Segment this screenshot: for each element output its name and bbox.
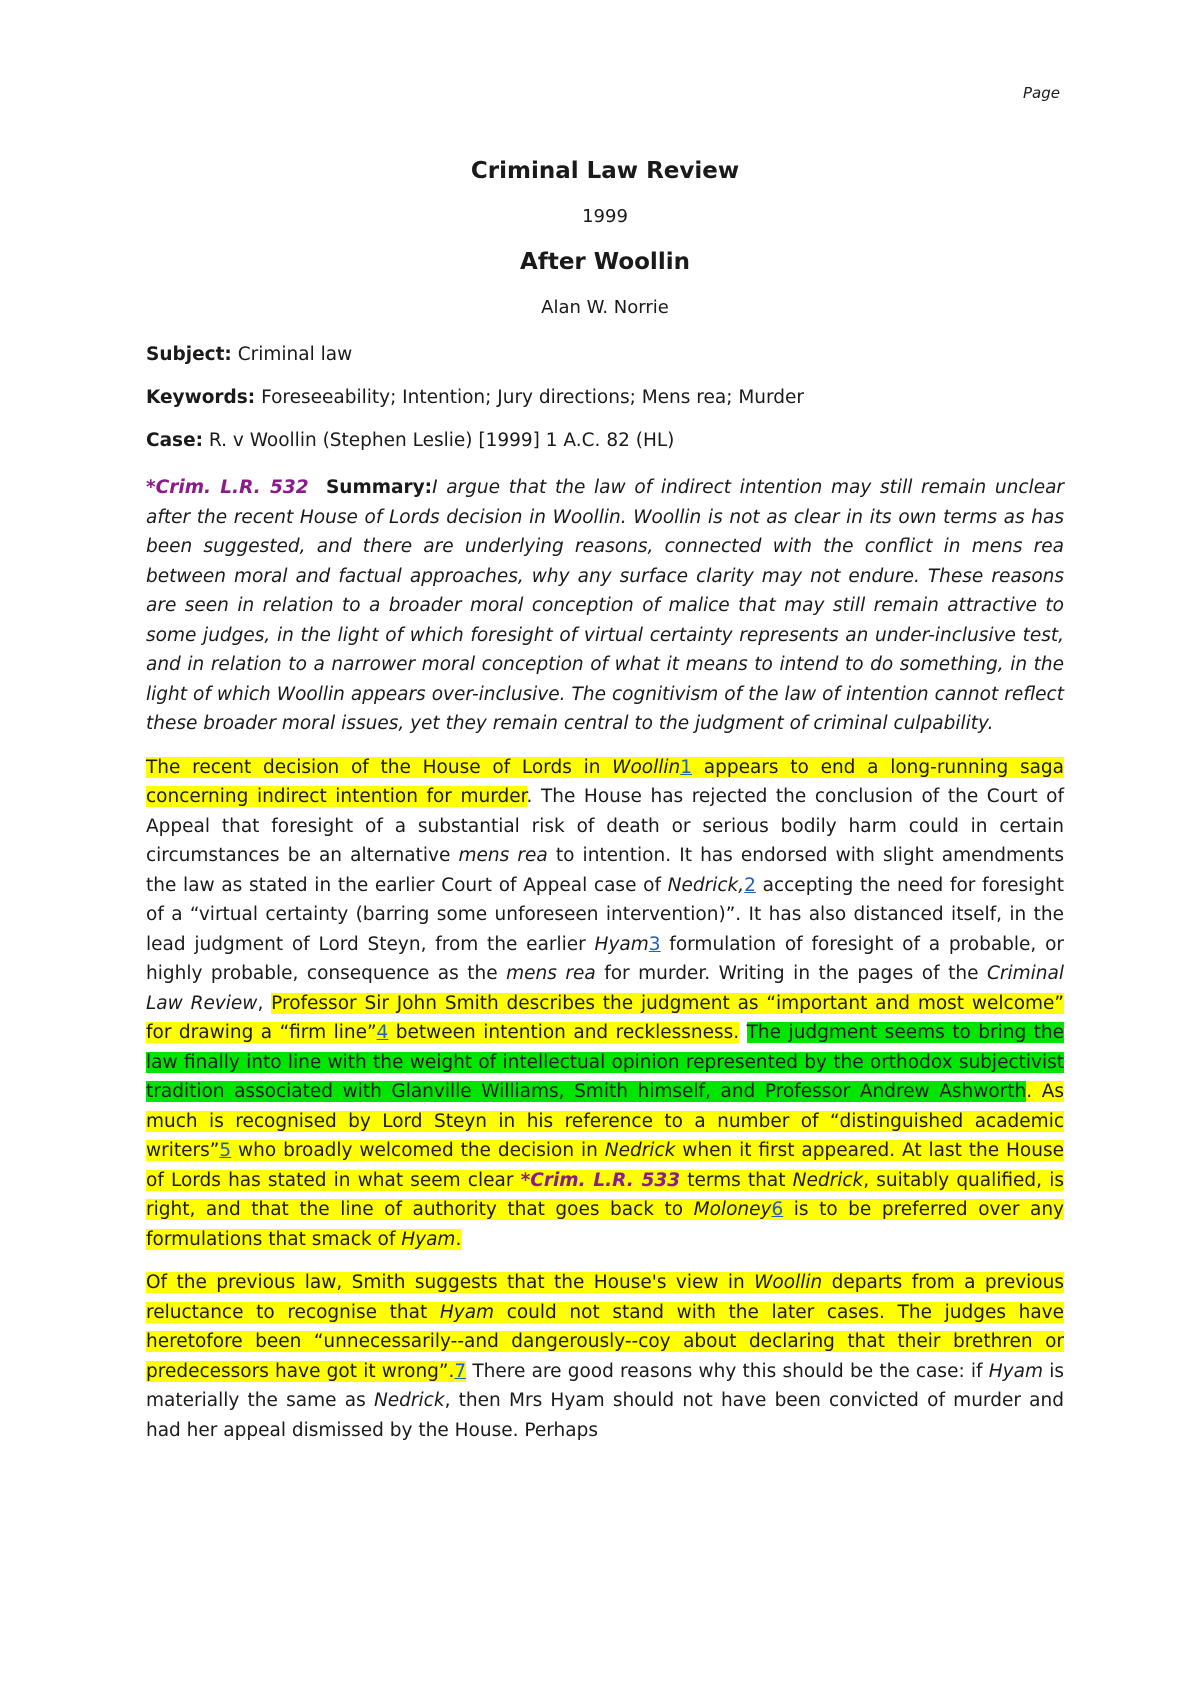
subject-value: Criminal law	[231, 344, 353, 365]
footnote-link[interactable]: 3	[648, 933, 661, 955]
subject-label: Subject:	[146, 344, 232, 365]
highlight-green: The judgment seems to bring the law finally into line with the weight of intellectual opinion represented by the orthodox subjectivist tradition associated with Glanville Williams, Smith himself, and Professor Andrew Ashworth	[146, 1022, 1065, 1102]
crim-ref: *Crim. L.R. 532	[146, 477, 309, 498]
text-run: . The House has rejected the conclusion of the Court of Appeal that foresight of a substantial risk of death or serious bodily harm could in certain circumstances be an alternative	[146, 786, 1064, 866]
case-name: Nedrick	[792, 1169, 864, 1191]
text-run: Criminal Law Review	[146, 963, 1064, 1014]
text-run: There are good reasons why this should be the case: if	[466, 1360, 989, 1382]
text-run: who broadly welcomed the decision in	[231, 1140, 605, 1161]
case-name: Moloney	[693, 1199, 772, 1220]
footnote-link[interactable]: 1	[680, 756, 693, 778]
case-line	[146, 430, 1064, 451]
text-run: terms that	[680, 1169, 793, 1191]
case-name: Hyam	[594, 933, 649, 955]
text-run: , suitably qualified, is right, and that the line of authority that goes back to	[146, 1169, 1064, 1220]
text-run: mens rea	[458, 845, 548, 866]
case-name: Hyam	[439, 1301, 495, 1323]
footnote-link[interactable]: 4	[376, 1022, 389, 1043]
text-run: is to be preferred over any formulations that smack of	[146, 1199, 1064, 1250]
page-label: Page	[1023, 84, 1060, 102]
paragraph-2	[146, 1268, 1064, 1445]
crim-ref: *Crim. L.R. 533	[520, 1169, 681, 1191]
text-run: appears to end a long-running saga concerning indirect intention for murder	[146, 756, 1064, 807]
footnote-link[interactable]: 2	[744, 874, 756, 896]
keywords-label: Keywords:	[146, 387, 256, 408]
summary-text: I argue that the law of indirect intention may still remain unclear after the recent House of Lords decision in Woollin. Woollin is not as clear in its own terms as has been suggested, and there are underlying reasons, connected with the conflict in mens rea between moral and factual approaches, why any surface clarity may not endure. These reasons are seen in relation to a broader moral conception of malice that may still remain attractive to some judges, in the light of which foresight of virtual certainty represents an under-inclusive test, and in relation to a narrower moral conception of what it means to intend to do something, in the light of which Woollin appears over-inclusive. The cognitivism of the law of intention cannot reflect these broader moral issues, yet they remain central to the judgment of criminal culpability.	[146, 477, 1065, 734]
text-run: Professor Sir John Smith describes the judgment as “important and most welcome” for drawing a “firm line”	[146, 992, 1065, 1043]
document-body	[146, 158, 1064, 1459]
case-name: Woollin	[612, 756, 681, 778]
footnote-link[interactable]: 6	[771, 1199, 784, 1220]
highlight-yellow	[146, 1081, 1064, 1250]
footnote-link[interactable]: 5	[219, 1140, 232, 1161]
text-run: .	[455, 1228, 462, 1250]
text-run: for murder. Writing in the pages of the	[595, 963, 987, 984]
text-run: accepting the need for foresight of a “virtual certainty (barring some unforeseen intervention)”. It has also distanced itself, in the lead judgment of Lord Steyn, from the earlier	[146, 874, 1064, 955]
article-title: After Woollin	[520, 249, 690, 275]
text-run: The recent decision of the House of Lords in	[146, 756, 613, 778]
summary-label: Summary:	[325, 477, 433, 498]
subject-line	[146, 344, 1064, 365]
author: Alan W. Norrie	[541, 297, 669, 318]
footnote-link[interactable]: 7	[454, 1360, 467, 1382]
case-label: Case:	[146, 430, 204, 451]
text-run	[739, 1022, 746, 1043]
text-run: formulation of foresight of a probable, or highly probable, consequence as the	[146, 933, 1064, 984]
case-name: Hyam	[988, 1360, 1043, 1382]
case-name: Hyam	[401, 1228, 456, 1250]
summary	[146, 473, 1064, 739]
text-run: , then Mrs Hyam should not have been convicted of murder and had her appeal dismissed by the House. Perhaps	[146, 1390, 1064, 1441]
case-name: Nedrick	[604, 1140, 676, 1161]
text-run: to intention. It has endorsed with slight amendments the law as stated in the earlier Court of Appeal case of	[146, 845, 1064, 896]
text-run: departs from a previous reluctance to recognise that	[146, 1272, 1064, 1323]
text-run: ,	[257, 992, 272, 1014]
text-run: when it first appeared. At last the House of Lords has stated in what seem clear	[146, 1140, 1064, 1191]
case-value: R. v Woollin (Stephen Leslie) [1999] 1 A.C. 82 (HL)	[203, 430, 675, 451]
text-run: mens rea	[506, 963, 596, 984]
text-run: . As much is recognised by Lord Steyn in his reference to a number of “distinguished academic writers”	[146, 1081, 1064, 1161]
paragraph-1	[146, 753, 1064, 1255]
case-name: Woollin	[754, 1272, 823, 1293]
text-run: between intention and recklessness.	[388, 1022, 740, 1043]
text-run: could not stand with the later cases. The judges have heretofore been “unnecessarily--and dangerously--coy about declaring that their brethren or predecessors have got it wrong”.	[146, 1301, 1064, 1382]
keywords-value: Foreseeability; Intention; Jury directions; Mens rea; Murder	[255, 387, 805, 408]
keywords-line	[146, 387, 1064, 408]
case-name: Nedrick,	[667, 874, 745, 896]
text-run: is materially the same as	[146, 1360, 1064, 1411]
text-run: Of the previous law, Smith suggests that the House's view in	[146, 1272, 755, 1293]
case-name: Nedrick	[373, 1390, 445, 1411]
year: 1999	[582, 206, 628, 227]
journal-title: Criminal Law Review	[470, 158, 740, 184]
